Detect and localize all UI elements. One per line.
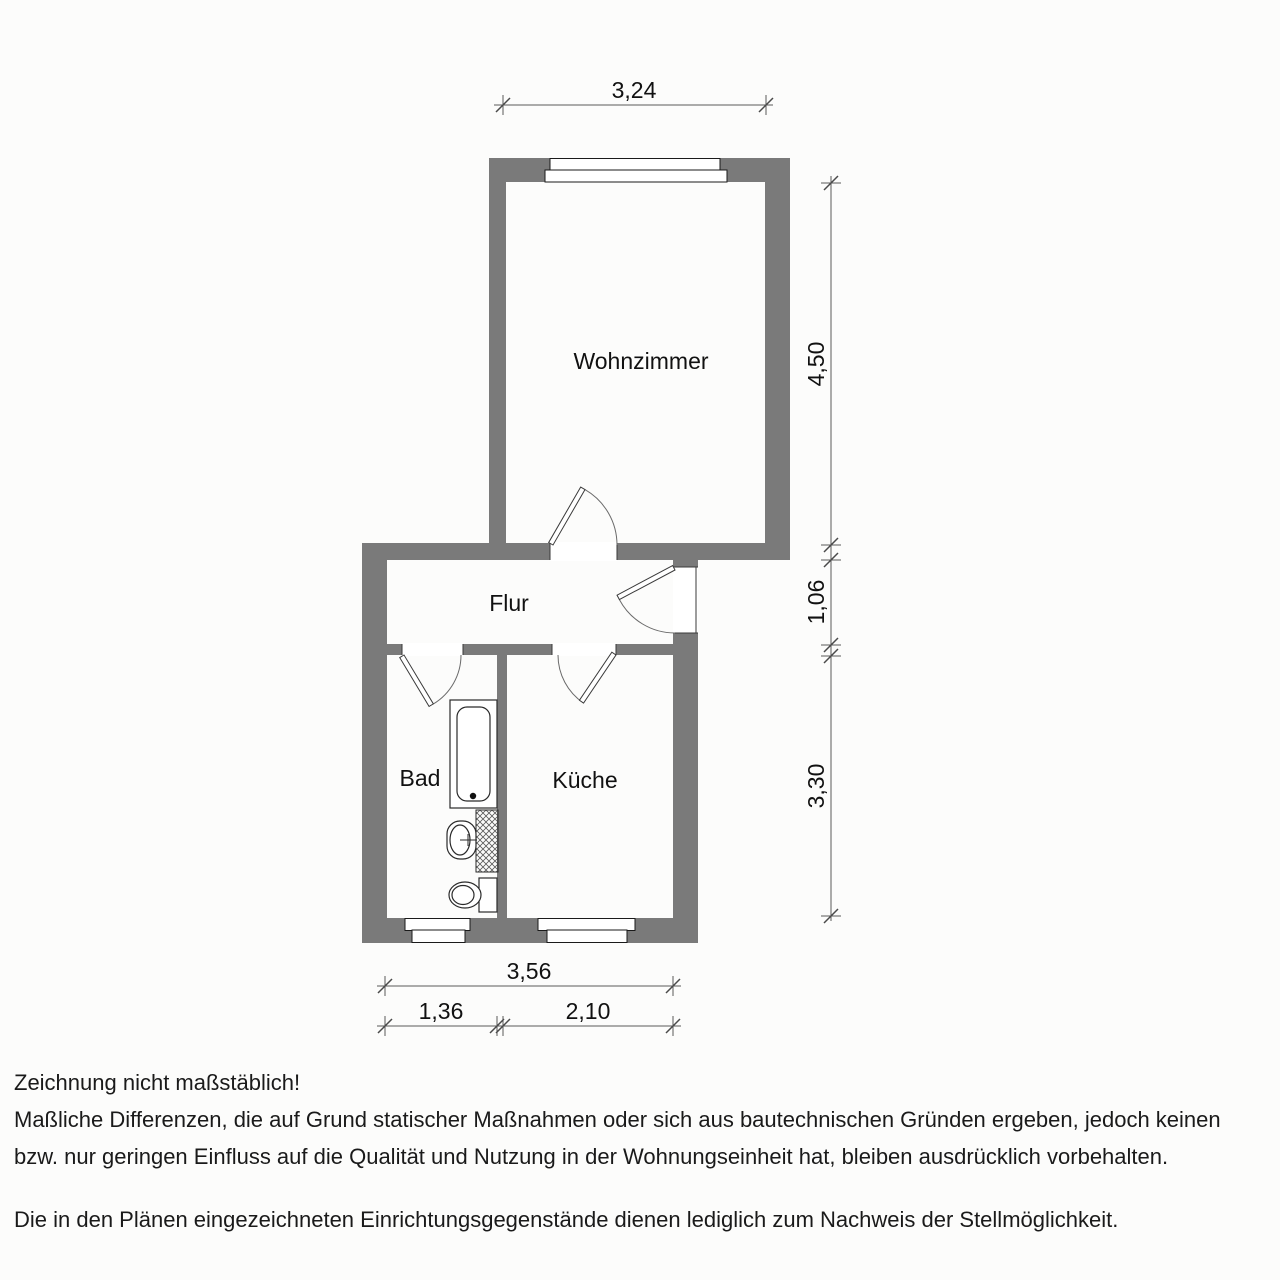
opening-wohnzimmer-door: [550, 542, 617, 561]
wall-right-above-entrance: [673, 559, 698, 567]
wall-right-below-entrance: [673, 633, 698, 943]
door-bad: [400, 655, 461, 706]
disclaimer-notes: [14, 1064, 1266, 1238]
door-entrance: [617, 566, 675, 633]
wall-bad-kueche-divider: [497, 655, 507, 918]
door-kueche: [558, 652, 616, 703]
wall-outer-left: [362, 543, 387, 943]
opening-bad-door: [402, 643, 463, 656]
window-wohnzimmer: [545, 159, 727, 183]
room-label-kueche: Küche: [552, 767, 618, 793]
dim-label-kueche-width: 2,10: [565, 998, 611, 1024]
wall-wohnzimmer-left: [489, 158, 506, 545]
note-line-3: bzw. nur geringen Einfluss auf die Qualität und Nutzung in der Wohnungseinheit hat, bleiben ausdrücklich vorbehalten.: [14, 1144, 1169, 1169]
dim-label-lower-height: 3,30: [803, 763, 829, 809]
note-line-2: Maßliche Differenzen, die auf Grund statischer Maßnahmen oder sich aus bautechnischen Gründen ergeben, jedoch keinen: [14, 1107, 1221, 1132]
dim-label-bottom-total: 3,56: [506, 958, 552, 984]
dim-label-top-width: 3,24: [611, 77, 657, 103]
room-label-bad: Bad: [399, 765, 441, 791]
doors: [400, 487, 675, 706]
window-kueche: [538, 919, 635, 943]
window-bad: [405, 919, 470, 943]
installation-shaft-hatched: [476, 810, 498, 872]
door-swing-arc: [558, 655, 584, 703]
bathtub: [450, 700, 497, 808]
dim-label-living-height: 4,50: [803, 341, 829, 387]
opening-entrance-door: [673, 567, 698, 633]
door-leaf: [617, 566, 675, 600]
door-leaf: [400, 655, 434, 706]
door-swing-arc: [585, 490, 617, 545]
door-leaf: [549, 487, 585, 545]
fixtures: [447, 700, 498, 912]
sink: [447, 821, 477, 859]
door-swing-arc: [619, 600, 675, 633]
dim-label-hall-height: 1,06: [803, 579, 829, 625]
dim-label-bad-width: 1,36: [418, 998, 464, 1024]
door-leaf: [579, 652, 616, 703]
door-wohnzimmer: [549, 487, 617, 545]
bathtub-drain: [470, 793, 476, 799]
wall-wohnzimmer-right: [765, 158, 790, 545]
room-label-flur: Flur: [489, 590, 529, 616]
note-line-1: Zeichnung nicht maßstäblich!: [14, 1070, 301, 1095]
opening-kueche-door: [552, 643, 616, 656]
door-swing-arc: [433, 655, 461, 704]
room-label-wohnzimmer: Wohnzimmer: [573, 348, 709, 374]
toilet: [449, 878, 497, 912]
note-line-4: Die in den Plänen eingezeichneten Einrichtungsgegenstände dienen lediglich zum Nachweis der Stellmöglichkeit.: [14, 1207, 1119, 1232]
